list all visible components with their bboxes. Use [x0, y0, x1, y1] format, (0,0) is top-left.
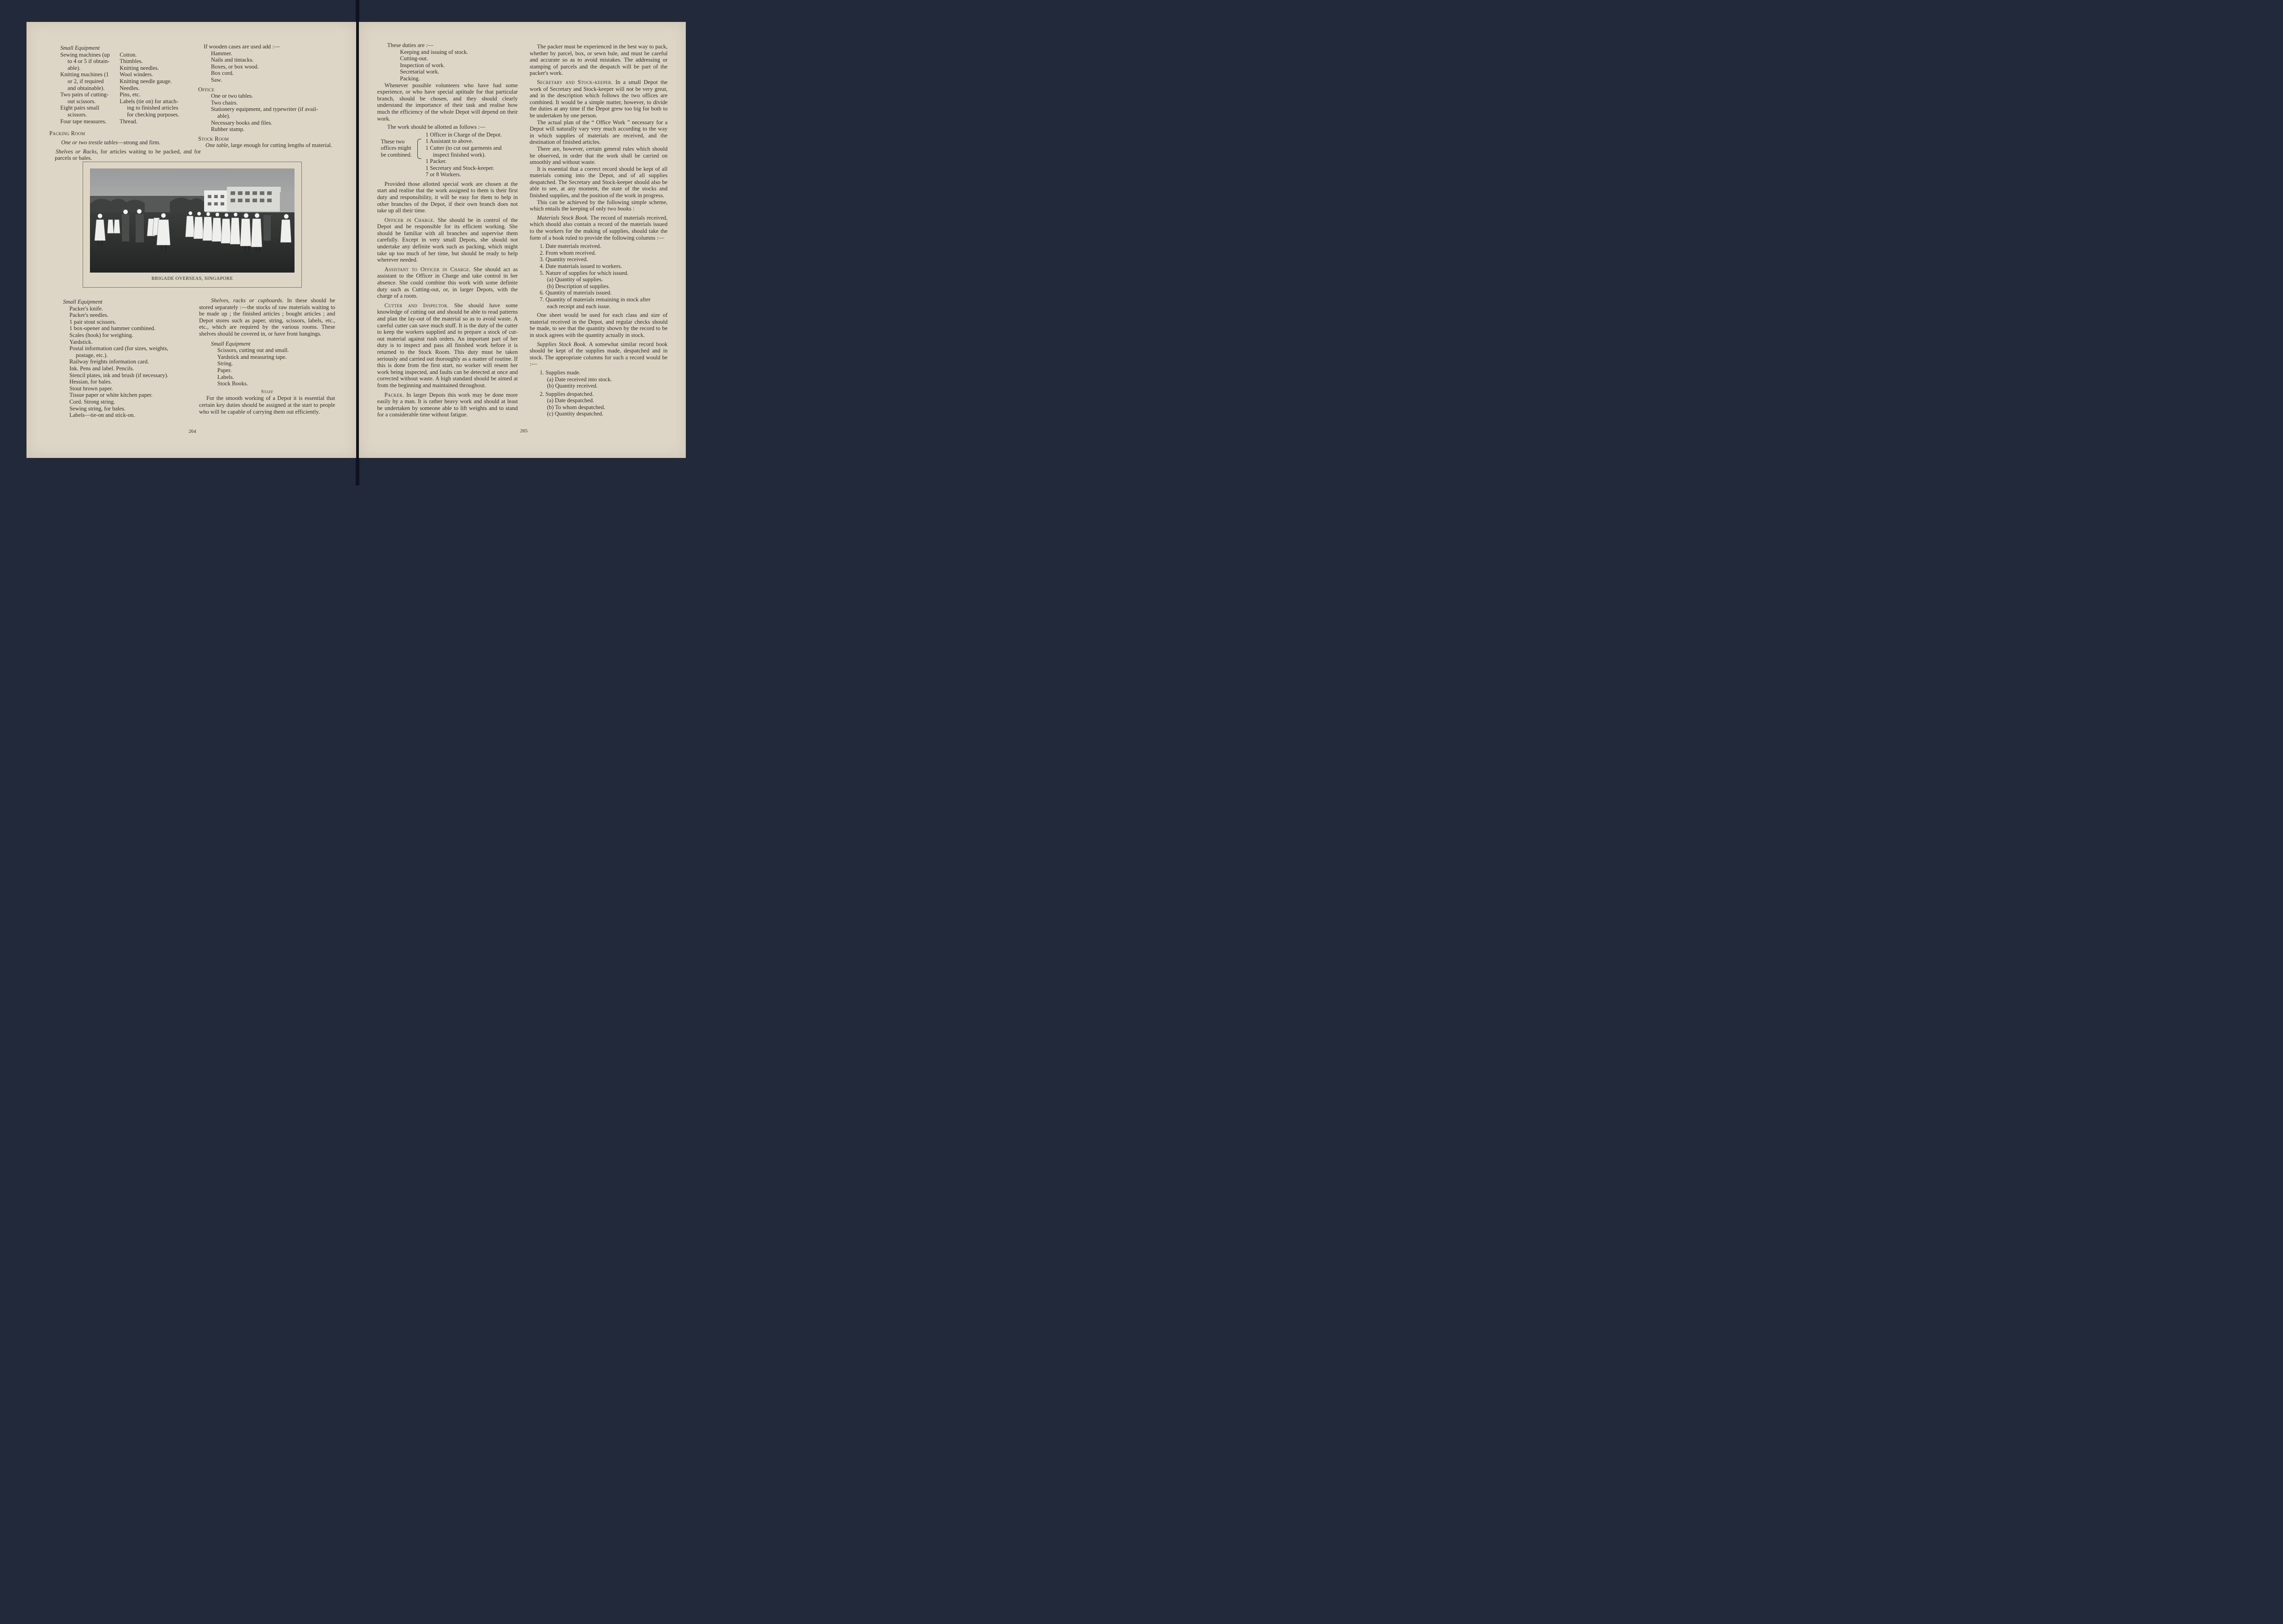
list-item: Sewing machines (up: [60, 51, 110, 58]
supplies-stock-heading: Supplies Stock Book.: [537, 341, 587, 347]
list-item: for checking purposes.: [127, 111, 179, 118]
list-item: 1 Assistant to above.: [426, 138, 473, 145]
list-item: Thimbles.: [120, 58, 143, 65]
list-item: Two pairs of cutting-: [60, 91, 109, 98]
trestle-tables-italic: One or two trestle tables: [61, 139, 118, 146]
list-item: 5. Nature of supplies for which issued.: [540, 269, 629, 276]
list-item: Ink. Pens and label. Pencils.: [69, 365, 134, 372]
equipment-lists: [55, 52, 201, 128]
photo-frame: [83, 162, 302, 288]
correct-record-paragraph: It is essential that a correct record should be kept of all materials coming into the Depot, and of all supplies despatched. The Secretary and Stock-keeper should also be able to see, at any moment, the state of the stocks and finished supplies, and the position of the work in progress.: [530, 165, 668, 199]
staff-heading: Staff: [261, 389, 274, 394]
packer-heading: Packer.: [384, 391, 404, 398]
equipment-list-a: [60, 52, 119, 125]
list-item: Stout brown paper.: [69, 385, 113, 392]
list-item: (b) To whom despatched.: [547, 404, 605, 410]
small-equipment-heading: Small Equipment: [60, 45, 100, 51]
list-item: out scissors.: [68, 98, 96, 105]
bracket-label-line: be combined.: [381, 151, 412, 158]
one-table-text: large enough for cutting lengths of material.: [229, 142, 332, 149]
office-work-paragraph: The actual plan of the “ Office Work ” necessary for a Depot will naturally vary very much according to the way in which supplies of materials are received, and the destination of finished articles.: [530, 119, 668, 146]
photo-illustration: [90, 168, 295, 273]
trestle-tables-text: —strong and firm.: [118, 139, 161, 146]
list-item: Knitting needle gauge.: [120, 78, 172, 84]
photo-caption: BRIGADE OVERSEAS, SINGAPORE: [151, 276, 233, 281]
list-item: ing to finished articles: [127, 105, 179, 111]
packer-text: In larger Depots this work may be done more easily by a man. It is rather heavy work and should at least be undertaken by someone able to lift weights and to stand for a considerable time without fatigue.: [377, 391, 518, 418]
list-item: String.: [217, 360, 233, 367]
list-item: Labels—tie-on and stick-on.: [69, 412, 135, 419]
list-item: Thread.: [120, 118, 137, 125]
list-item: Eight pairs small: [60, 105, 100, 111]
stock-room-paragraph: [198, 142, 334, 149]
left-col4: [199, 297, 335, 415]
list-item: and obtainable).: [68, 84, 105, 91]
list-item: Four tape measures.: [60, 118, 107, 125]
list-item: Packing.: [400, 75, 420, 82]
supplies-stock-text: A somewhat similar record book should be kept of the supplies made, despatched and in stock. The appropriate columns for such a record would be :—: [530, 341, 668, 368]
list-item: Saw.: [211, 76, 222, 83]
volunteers-paragraph: Whenever possible volunteers who have had some experience, or who have special aptitude for that particular branch, should be chosen, and they should clearly understand the importance of their task and realise how much the efficiency of the whole Depot will depend on their work.: [377, 82, 518, 122]
list-item: (a) Date received into stock.: [547, 376, 612, 383]
packer-equipment-list: [56, 305, 187, 419]
list-item: Rubber stamp.: [211, 126, 245, 133]
right-page: [359, 22, 686, 458]
right-col2: [530, 43, 668, 417]
provided-paragraph: Provided those allotted special work are chosen at the start and realise that the work assigned to them is their first duty and responsibility, it will be easy for them to help in other branches of the Depot, if their own branch does not take up all their time.: [377, 180, 518, 214]
book-spread: [0, 0, 716, 485]
shelves-cupboards-italic: Shelves, racks or cupboards.: [211, 297, 284, 304]
list-item: Cotton.: [120, 51, 137, 58]
list-item: Cutting-out.: [400, 55, 428, 62]
list-item: able).: [217, 112, 231, 119]
list-item: 1. Supplies made.: [540, 369, 581, 376]
list-item: Paper.: [217, 367, 232, 373]
list-item: scissors.: [68, 111, 87, 118]
office-heading: Office: [198, 86, 215, 93]
secretary-text: In a small Depot the work of Secretary and Stock-keeper will not be very great, and in the description which follows the two offices are combined. It would be a simple matter, however, to divide the duties at any time if the Depot grew too big for both to be undertaken by one person.: [530, 79, 668, 119]
assistant-text: She should act as assistant to the Officer in Charge and take control in her absence. She could combine this work with some definite duty such as Cutting-out, or, in larger Depots, with the charge of a room.: [377, 266, 518, 300]
list-item: or 2, if required: [68, 78, 104, 84]
list-item: Labels.: [217, 373, 234, 380]
one-sheet-paragraph: One sheet would be used for each class and size of material received in the Depot, and regular checks should be made, to see that the quantity shown by the record to be in stock agrees with the quantity actually in stock.: [530, 312, 668, 338]
list-item: Stationery equipment, and typewriter (if avail-: [211, 106, 318, 113]
list-item: Packer's needles.: [69, 312, 109, 319]
list-item: 1 Packer.: [426, 158, 447, 165]
bracket-label-line: offices might: [381, 145, 411, 152]
list-item: (c) Quantity despatched.: [547, 410, 604, 417]
list-item: Yardstick and measuring tape.: [217, 353, 287, 360]
right-col1: [377, 42, 518, 418]
list-item: Knitting needles.: [120, 64, 159, 71]
supplies-columns-list: [530, 369, 668, 417]
page-number-right: 265: [520, 428, 528, 434]
cutter-heading: Cutter and Inspector.: [384, 302, 449, 309]
list-item: Packer's knife.: [69, 305, 103, 312]
list-item: (b) Quantity received.: [547, 383, 598, 389]
materials-stock-paragraph: [530, 215, 668, 241]
list-item: (a) Date despatched.: [547, 397, 594, 404]
supplies-stock-paragraph: [530, 341, 668, 368]
list-item: Sewing string, for bales.: [69, 405, 126, 412]
packer-paragraph: [377, 392, 518, 418]
left-col2: [198, 43, 334, 149]
allotment-list: [426, 131, 518, 178]
list-item: Postal information card (for sizes, weights, postage, etc.).: [69, 345, 168, 358]
list-item: (b) Description of supplies.: [547, 283, 610, 289]
list-item: Labels (tie on) for attach-: [120, 98, 179, 105]
shelves-racks-italic: Shelves or Racks,: [56, 148, 98, 155]
officer-in-charge-paragraph: [377, 217, 518, 263]
brigade-photograph: [90, 168, 295, 273]
assistant-paragraph: [377, 266, 518, 300]
small-equipment-heading-3: Small Equipment: [211, 340, 251, 347]
list-item: Keeping and issuing of stock.: [400, 48, 468, 55]
trestle-tables-line: [55, 139, 201, 146]
general-rules-paragraph: There are, however, certain general rules which should be observed, in order that the work shall be carried on smoothly and without waste.: [530, 145, 668, 166]
list-item: Stock Books.: [217, 380, 248, 387]
list-item: Railway freights information card.: [69, 358, 149, 365]
list-item: Hessian, for bales.: [69, 378, 112, 385]
list-item: Needles.: [120, 84, 140, 91]
list-item: Knitting machines (1: [60, 71, 109, 78]
list-item: Hammer.: [211, 50, 232, 57]
staff-paragraph: For the smooth working of a Depot it is essential that certain key duties should be assigned at the start to people who will be capable of carrying them out efficiently.: [199, 395, 335, 415]
left-col1: [49, 45, 201, 162]
bracket-label: [381, 138, 417, 158]
shelves-racks-text: for articles waiting to be packed, and for parcels or bales.: [55, 148, 201, 162]
list-item: 7. Quantity of materials remaining in stock after: [540, 296, 651, 303]
materials-stock-text: The record of materials received, which should also contain a record of the materials issued to the workers for the making of supplies, should take the form of a book ruled to provide the following columns :—: [530, 214, 668, 241]
one-table-italic: One table,: [205, 142, 230, 149]
list-item: Nails and tintacks.: [211, 57, 254, 63]
materials-columns-list: [530, 243, 668, 310]
left-col3: [56, 299, 187, 419]
allotted-intro: The work should be allotted as follows :—: [387, 124, 486, 131]
secretary-paragraph: [530, 79, 668, 119]
page-number-left: 264: [189, 429, 196, 434]
list-item: to 4 or 5 if obtain-: [68, 58, 110, 65]
secretary-heading: Secretary and Stock-keeper.: [537, 79, 613, 85]
scheme-paragraph: This can be achieved by the following simple scheme, which entails the keeping of only two books :: [530, 199, 668, 212]
list-item: Scales (hook) for weighing.: [69, 331, 133, 338]
wooden-cases-intro: If wooden cases are used add :—: [204, 43, 280, 50]
list-item: each receipt and each issue.: [547, 303, 611, 310]
list-item: 1 pair stout scissors.: [69, 318, 116, 325]
list-item: 6. Quantity of materials issued.: [540, 289, 612, 296]
list-item: Pins, etc.: [120, 91, 141, 98]
shelves-cupboards-text: In these should be stored separately :—the stocks of raw materials waiting to be made up ; the finished articles ; bought articles ; and Depot stores such as paper, string, scissors, labels, etc., etc., which are required by the various rooms. These shelves should be covered in, or have front hangings.: [199, 297, 336, 337]
list-item: Necessary books and files.: [211, 119, 273, 126]
brace-icon: [417, 139, 421, 159]
list-item: Boxes, or box wood.: [211, 63, 259, 70]
list-item: Cord. Strong string.: [69, 398, 116, 405]
assistant-heading: Assistant to Officer in Charge.: [384, 266, 471, 273]
list-item: able).: [68, 64, 81, 71]
duties-list: [377, 49, 518, 82]
duties-intro: These duties are :—: [387, 42, 434, 48]
stock-room-heading: Stock Room: [198, 135, 229, 142]
list-item: Tissue paper or white kitchen paper.: [69, 392, 153, 399]
stock-room-equipment-list: [199, 347, 335, 387]
list-item: 4. Date materials issued to workers.: [540, 263, 622, 269]
list-item: 1 Officer in Charge of the Depot.: [426, 131, 502, 138]
officer-in-charge-heading: Officer in Charge.: [384, 216, 435, 223]
equipment-list-b: [120, 52, 202, 125]
officer-in-charge-text: She should be in control of the Depot and be responsible for its efficient working. She should be familiar with all branches and supervise them carefully. Except in very small Depots, she should not undertake any definite work such as packing, which might take up too much of her time, but should be ready to help wherever needed.: [377, 216, 518, 263]
cutter-paragraph: [377, 302, 518, 389]
list-item: Stencil plates, ink and brush (if necessary).: [69, 372, 168, 378]
list-item: 7 or 8 Workers.: [426, 171, 461, 178]
list-item: Wool winders.: [120, 71, 153, 78]
list-item: 1 box-opener and hammer combined.: [69, 325, 156, 332]
list-item: 1. Date materials received.: [540, 243, 601, 250]
list-item: 2. Supplies despatched.: [540, 390, 594, 397]
shelves-cupboards-paragraph: [199, 297, 335, 337]
allotment-block: [377, 131, 518, 179]
list-item: Yardstick.: [69, 338, 93, 345]
list-item: inspect finished work).: [433, 151, 486, 158]
list-item: (a) Quantity of supplies.: [547, 276, 603, 283]
list-item: 2. From whom received.: [540, 249, 596, 256]
bracket-label-line: These two: [381, 138, 405, 145]
packing-room-heading: Packing Room: [49, 130, 85, 137]
packer-continued-paragraph: The packer must be experienced in the best way to pack, whether by parcel, box, or sewn bale, and must be careful and accurate so as to avoid mistakes. The addressing or stamping of parcels and the despatch will be part of the packer's work.: [530, 43, 668, 77]
list-item: One or two tables.: [211, 93, 253, 100]
list-item: 1 Cutter (to cut out garments and: [426, 144, 502, 151]
list-item: Two chairs.: [211, 99, 238, 106]
materials-stock-heading: Materials Stock Book.: [537, 214, 589, 221]
list-item: 1 Secretary and Stock-keeper.: [426, 164, 494, 171]
left-page: [26, 22, 356, 458]
list-item: Scissors, cutting out and small.: [217, 347, 289, 354]
cutter-text: She should have some knowledge of cutting out and should be able to read patterns and plan the lay-out of the material so as to avoid waste. A careful cutter can save much stuff. It is the duty of the cutter to keep the workers supplied and to prepare a stock of cut-out material against rush orders. An important part of her duty is to inspect and pass all finished work before it is returned to the Stock Room. This duty must be taken seriously and carried out thoroughly as a matter of routine. If this is done from the first start, no worker will resent her work being inspected, and faults can be detected at once and corrected without waste. A high standard should be aimed at from the beginning and maintained throughout.: [377, 302, 518, 389]
small-equipment-heading-2: Small Equipment: [63, 299, 103, 305]
list-item: Box cord.: [211, 70, 234, 77]
list-item: Secretarial work.: [400, 68, 440, 75]
shelves-racks-paragraph: [55, 148, 201, 162]
list-item: Inspection of work.: [400, 62, 445, 68]
list-item: 3. Quantity received.: [540, 256, 588, 263]
